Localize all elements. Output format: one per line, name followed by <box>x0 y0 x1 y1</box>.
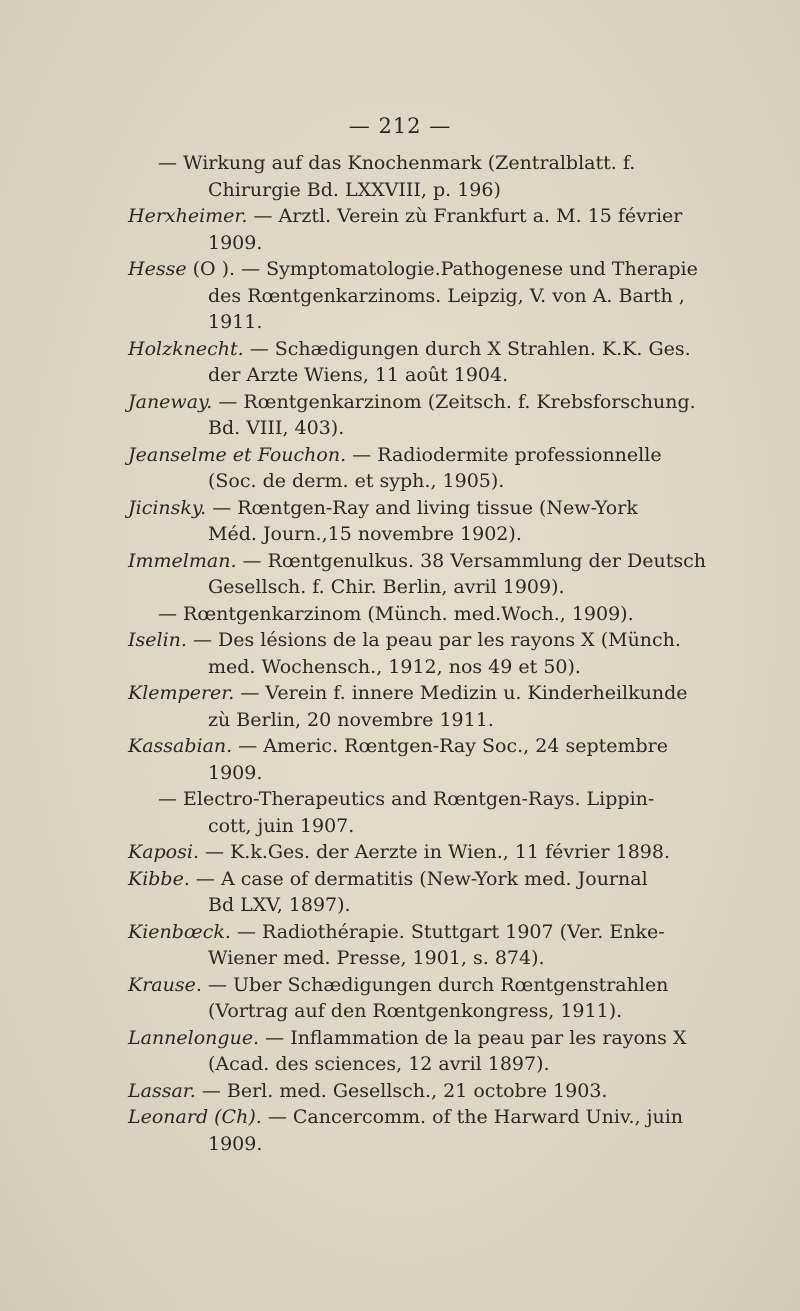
entry-text-line: Bd. VIII, 403). <box>208 417 345 439</box>
entry-author: Krause. <box>128 973 202 996</box>
entry-text-line: — Electro-Therapeutics and Rœntgen-Rays. Lippin- <box>158 788 655 810</box>
entry-author: Herxheimer. <box>128 205 248 227</box>
entry-text-line: (O ). — Symptomatologie.Pathogenese und Therapie <box>186 258 698 280</box>
entry-text-line: — Inflammation de la peau par les rayons X <box>259 1026 687 1049</box>
entry-text-line: Gesellsch. f. Chir. Berlin, avril 1909). <box>208 576 565 598</box>
entry-text-line: med. Wochensch., 1912, nos 49 et 50). <box>208 655 581 678</box>
entry-author: Jicinsky. <box>128 496 207 519</box>
bibliography-entry <box>128 839 720 866</box>
entry-text-line: cott, juin 1907. <box>208 814 355 837</box>
entry-text-line: Wiener med. Presse, 1901, s. 874). <box>208 947 545 969</box>
bibliography-entry <box>128 1078 720 1105</box>
entry-author: Kienbœck. <box>128 920 231 943</box>
entry-text-line: 1911. <box>208 311 263 333</box>
bibliography-entry <box>128 866 720 919</box>
entry-text-line: — Wirkung auf das Knochenmark (Zentralblatt. f. <box>158 152 636 174</box>
entry-text-line: Bd LXV, 1897). <box>208 894 351 916</box>
entry-text-line: (Vortrag auf den Rœntgenkongress, 1911). <box>208 1000 623 1022</box>
entry-text-line: 1909. <box>208 1132 263 1155</box>
entry-text-line: 1909. <box>208 231 263 254</box>
entry-text-line: des Rœntgenkarzinoms. Leipzig, V. von A. Barth , <box>208 284 685 307</box>
bibliography-entry <box>128 627 720 680</box>
bibliography-entry <box>128 336 720 389</box>
entry-text-line: — Radiothérapie. Stuttgart 1907 (Ver. Enke- <box>230 920 665 943</box>
entry-text-line: — Verein f. innere Medizin u. Kinderheilkunde <box>234 682 688 704</box>
bibliography-entry <box>128 1104 720 1157</box>
bibliography-entry <box>128 150 720 203</box>
entry-author: Kibbe. <box>128 867 190 890</box>
entry-text-line: Méd. Journ.,15 novembre 1902). <box>208 523 522 545</box>
entry-text-line: (Acad. des sciences, 12 avril 1897). <box>208 1053 550 1075</box>
entry-text-line: — Uber Schædigungen durch Rœntgenstrahlen <box>201 973 669 996</box>
bibliography-entry <box>128 919 720 972</box>
entry-author: Hesse <box>128 258 187 280</box>
bibliography-entry <box>128 1025 720 1078</box>
entry-text-line: zù Berlin, 20 novembre 1911. <box>208 708 494 731</box>
entry-text-line: Chirurgie Bd. LXXVIII, p. 196) <box>208 178 501 201</box>
page-number: — 212 — <box>348 114 452 138</box>
bibliography-list <box>128 150 720 1157</box>
bibliography-entry <box>128 680 720 733</box>
bibliography-entry <box>128 601 720 628</box>
bibliography-entry <box>128 733 720 786</box>
entry-text-line: — Cancercomm. of the Harward Univ., juin <box>261 1106 684 1128</box>
entry-text-line: — Berl. med. Gesellsch., 21 octobre 1903. <box>195 1079 608 1102</box>
entry-text-line: (Soc. de derm. et syph., 1905). <box>208 470 505 492</box>
bibliography-entry <box>128 972 720 1025</box>
entry-text-line: — Rœntgen-Ray and living tissue (New-York <box>206 496 638 519</box>
entry-text-line: — Schædigungen durch X Strahlen. K.K. Ges. <box>243 337 691 360</box>
entry-author: Lannelongue. <box>128 1026 260 1049</box>
entry-author: Janeway. <box>128 390 213 413</box>
bibliography-entry <box>128 495 720 548</box>
entry-text-line: — K.k.Ges. der Aerzte in Wien., 11 février 1898. <box>199 841 670 863</box>
entry-text-line: — Arztl. Verein zù Frankfurt a. M. 15 février <box>247 205 683 227</box>
entry-author: Leonard (Ch). <box>128 1106 262 1128</box>
entry-text-line: — Americ. Rœntgen-Ray Soc., 24 septembre <box>232 735 668 757</box>
entry-author: Holzknecht. <box>128 337 244 360</box>
entry-text-line: — Rœntgenkarzinom (Zeitsch. f. Krebsforschung. <box>212 390 696 413</box>
entry-text-line: — Rœntgenulkus. 38 Versammlung der Deutsch <box>236 549 706 572</box>
bibliography-entry <box>128 203 720 256</box>
bibliography-entry <box>128 389 720 442</box>
entry-text-line: der Arzte Wiens, 11 août 1904. <box>208 364 509 386</box>
entry-author: Lassar. <box>128 1079 196 1102</box>
entry-text-line: — Des lésions de la peau par les rayons X (Münch. <box>186 629 681 651</box>
entry-text-line: — Rœntgenkarzinom (Münch. med.Woch., 1909). <box>158 602 634 625</box>
entry-text-line: — A case of dermatitis (New-York med. Journal <box>189 867 648 890</box>
entry-author: Kaposi. <box>128 841 199 863</box>
entry-author: Klemperer. <box>128 682 235 704</box>
entry-author: Immelman. <box>128 549 237 572</box>
entry-author: Jeanselme et Fouchon. <box>128 443 347 466</box>
bibliography-entry <box>128 256 720 336</box>
entry-author: Kassabian. <box>128 735 233 757</box>
bibliography-entry <box>128 548 720 601</box>
bibliography-entry <box>128 442 720 495</box>
entry-author: Iselin. <box>128 629 187 651</box>
entry-text-line: 1909. <box>208 761 263 784</box>
bibliography-entry <box>128 786 720 839</box>
entry-text-line: — Radiodermite professionnelle <box>346 443 662 466</box>
